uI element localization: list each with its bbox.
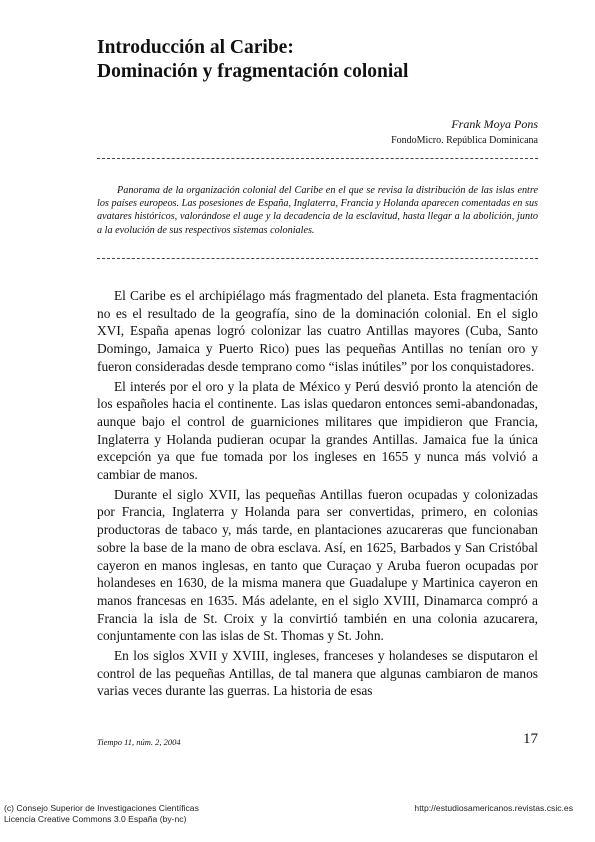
abstract: Panorama de la organización colonial del Caribe en el que se revisa la distribución de las islas entre los países europeos. Las posesiones de España, Inglaterra, Francia y Holanda aparecen comentadas en sus avatares históricos, valorándose el auge y la decadencia de la esclavitud, hasta llegar a la abolición, junto a la evolución de sus respectivos sistemas coloniales. (97, 185, 538, 236)
abstract-divider (97, 258, 538, 259)
license-line-2: Licencia Creative Commons 3.0 España (by-nc) (4, 814, 187, 824)
body-paragraph-3: Durante el siglo XVII, las pequeñas Antillas fueron ocupadas y colonizadas por Francia, Inglaterra y Holanda para ser convertidas, primero, en colonias productoras de tabaco y, más tarde, en plantaciones azucareras que funcionaban sobre la base de la mano de obra esclava. Así, en 1625, Barbados y San Cristóbal cayeron en manos inglesas, en tanto que Curaçao y Aruba fueron ocupadas por holandeses en 1630, de la misma manera que Guadalupe y Martinica cayeron en manos francesas en 1635. Más adelante, en el siglo XVIII, Dinamarca compró a Francia la isla de St. Croix y la convirtió también en una colonia azucarera, conjuntamente con las islas de St. Thomas y St. John. (97, 486, 538, 644)
author-affiliation: FondoMicro. República Dominicana (391, 135, 538, 146)
title-line-1: Introducción al Caribe: (97, 37, 294, 58)
body-paragraph-4: En los siglos XVII y XVIII, ingleses, franceses y holandeses se disputaron el control de las pequeñas Antillas, de tal manera que algunas cambiaron de manos varias veces durante las guerras. La historia de esas (97, 648, 538, 699)
article-title (97, 36, 537, 84)
source-url[interactable]: http://estudiosamericanos.revistas.csic.es (414, 803, 573, 813)
page-number: 17 (523, 731, 538, 747)
top-divider (97, 158, 538, 159)
body-paragraph-1: El Caribe es el archipiélago más fragmentado del planeta. Esta fragmentación no es el resultado de la geografía, sino de la dominación colonial. En el siglo XVI, España apenas logró colonizar las cuatro Antillas mayores (Cuba, Santo Domingo, Jamaica y Puerto Rico) pues las pequeñas Antillas no tenían oro y fueron consideradas desde temprano como “islas inútiles” por los conquistadores. (97, 288, 538, 374)
journal-reference: Tiempo 11, núm. 2, 2004 (97, 737, 181, 747)
author-name: Frank Moya Pons (451, 117, 538, 131)
article-body (97, 287, 538, 702)
body-paragraph-2: El interés por el oro y la plata de México y Perú desvió pronto la atención de los españoles hacia el continente. Las islas quedaron entonces semi-abandonadas, aunque bajo el control de guarniciones militares que impidieron que Francia, Inglaterra y Holanda pudieran ocupar la grandes Antillas. Jamaica fue la única excepción ya que fue tomada por los ingleses en 1655 y nunca más volvió a cambiar de manos. (97, 378, 538, 483)
license-notice (4, 803, 199, 825)
license-line-1: (c) Consejo Superior de Investigaciones Científicas (4, 803, 199, 813)
title-line-2: Dominación y fragmentación colonial (97, 61, 409, 82)
